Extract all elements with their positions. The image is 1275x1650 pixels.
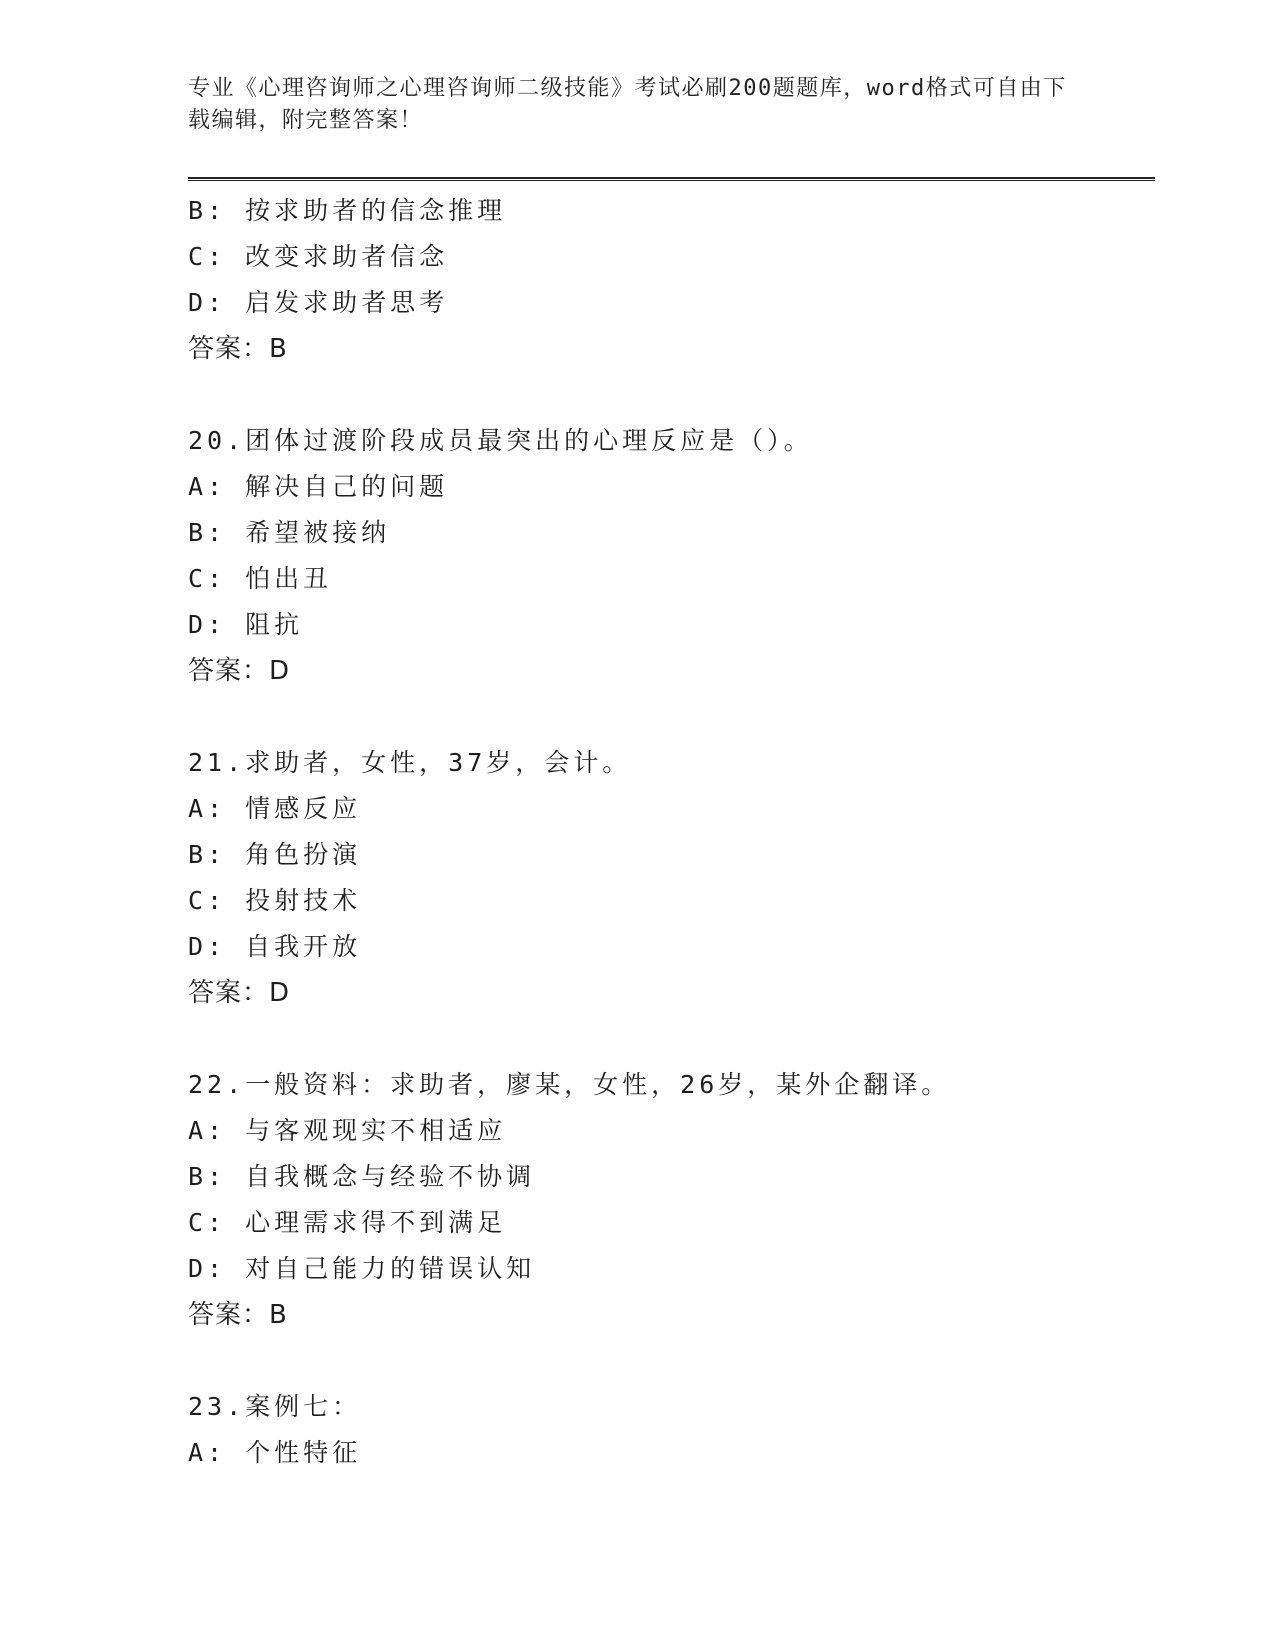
- answer-line: 答案：D: [188, 656, 291, 686]
- option-d: D: 对自己能力的错误认知: [188, 1254, 536, 1283]
- option-b: B: 按求助者的信念推理: [188, 196, 507, 225]
- question-22: [188, 1062, 1148, 1338]
- question-23: [188, 1384, 1148, 1476]
- option-c: C: 怕出丑: [188, 564, 333, 593]
- option-a: A: 解决自己的问题: [188, 472, 449, 501]
- option-d: D: 自我开放: [188, 932, 362, 961]
- option-c: C: 心理需求得不到满足: [188, 1208, 507, 1237]
- option-b: B: 自我概念与经验不协调: [188, 1162, 536, 1191]
- question-list: [188, 188, 1148, 1476]
- spacer: [188, 372, 1148, 418]
- question-20: [188, 418, 1148, 694]
- option-d: D: 阻抗: [188, 610, 304, 639]
- carryover-question: [188, 188, 1148, 372]
- answer-line: 答案：D: [188, 978, 291, 1008]
- question-21: [188, 740, 1148, 1016]
- option-b: B: 角色扮演: [188, 840, 362, 869]
- option-a: A: 与客观现实不相适应: [188, 1116, 507, 1145]
- spacer: [188, 1338, 1148, 1384]
- option-b: B: 希望被接纳: [188, 518, 391, 547]
- answer-line: 答案：B: [188, 334, 288, 364]
- spacer: [188, 694, 1148, 740]
- option-a: A: 情感反应: [188, 794, 362, 823]
- question-stem: 21.求助者，女性，37岁，会计。: [188, 748, 632, 777]
- question-stem: 23.案例七：: [188, 1392, 362, 1421]
- spacer: [188, 1016, 1148, 1062]
- question-stem: 20.团体过渡阶段成员最突出的心理反应是（）。: [188, 426, 813, 455]
- option-c: C: 改变求助者信念: [188, 242, 449, 271]
- option-c: C: 投射技术: [188, 886, 362, 915]
- header-divider: [188, 177, 1155, 181]
- question-stem: 22.一般资料：求助者，廖某，女性，26岁，某外企翻译。: [188, 1070, 951, 1099]
- answer-line: 答案：B: [188, 1300, 288, 1330]
- option-a: A: 个性特征: [188, 1438, 362, 1467]
- option-d: D: 启发求助者思考: [188, 288, 449, 317]
- document-header: 专业《心理咨询师之心理咨询师二级技能》考试必刷200题题库，word格式可自由下载编辑，附完整答案！: [188, 76, 1067, 133]
